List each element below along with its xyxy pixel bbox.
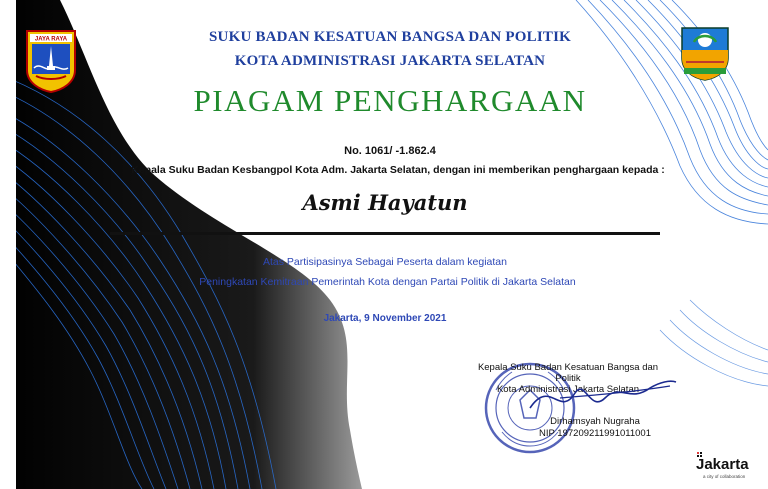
name-underline [110, 232, 660, 235]
org-name-line1: SUKU BADAN KESATUAN BANGSA DAN POLITIK [209, 29, 571, 45]
issue-date: Jakarta, 9 November 2021 [323, 313, 447, 324]
jakarta-brand-tagline: a city of collaboration [703, 474, 746, 479]
activity-name: Peningkatan Kemitraan Pemerintah Kota dengan Partai Politik di Jakarta Selatan [199, 276, 576, 288]
signatory-nip: NIP 197209211991011001 [539, 428, 651, 439]
signatory-position-line1: Kepala Suku Badan Kesatuan Bangsa dan Politik [477, 362, 659, 384]
signatory-position-line2: Kota Administrasi Jakarta Selatan [496, 384, 640, 395]
participation-text: Atas Partisipasinya Sebagai Peserta dalam kegiatan [263, 256, 507, 268]
intro-statement: Kepala Suku Badan Kesbangpol Kota Adm. Jakarta Selatan, dengan ini memberikan penghargaan kepada : [131, 164, 665, 176]
south-jakarta-emblem-icon [676, 24, 734, 82]
crest-motto: JAYA RAYA [34, 36, 68, 43]
certificate-number: No. 1061/ -1.862.4 [344, 145, 436, 157]
certificate-title: PIAGAM PENGHARGAAN [193, 83, 587, 118]
recipient-name: Asmi Hayatun [302, 190, 468, 215]
signatory-name: Dirhamsyah Nugraha [550, 416, 640, 427]
org-name-line2: KOTA ADMINISTRASI JAKARTA SELATAN [234, 53, 546, 69]
jakarta-brand-name: Jakarta [696, 456, 749, 473]
jakarta-crest-icon [24, 28, 78, 94]
